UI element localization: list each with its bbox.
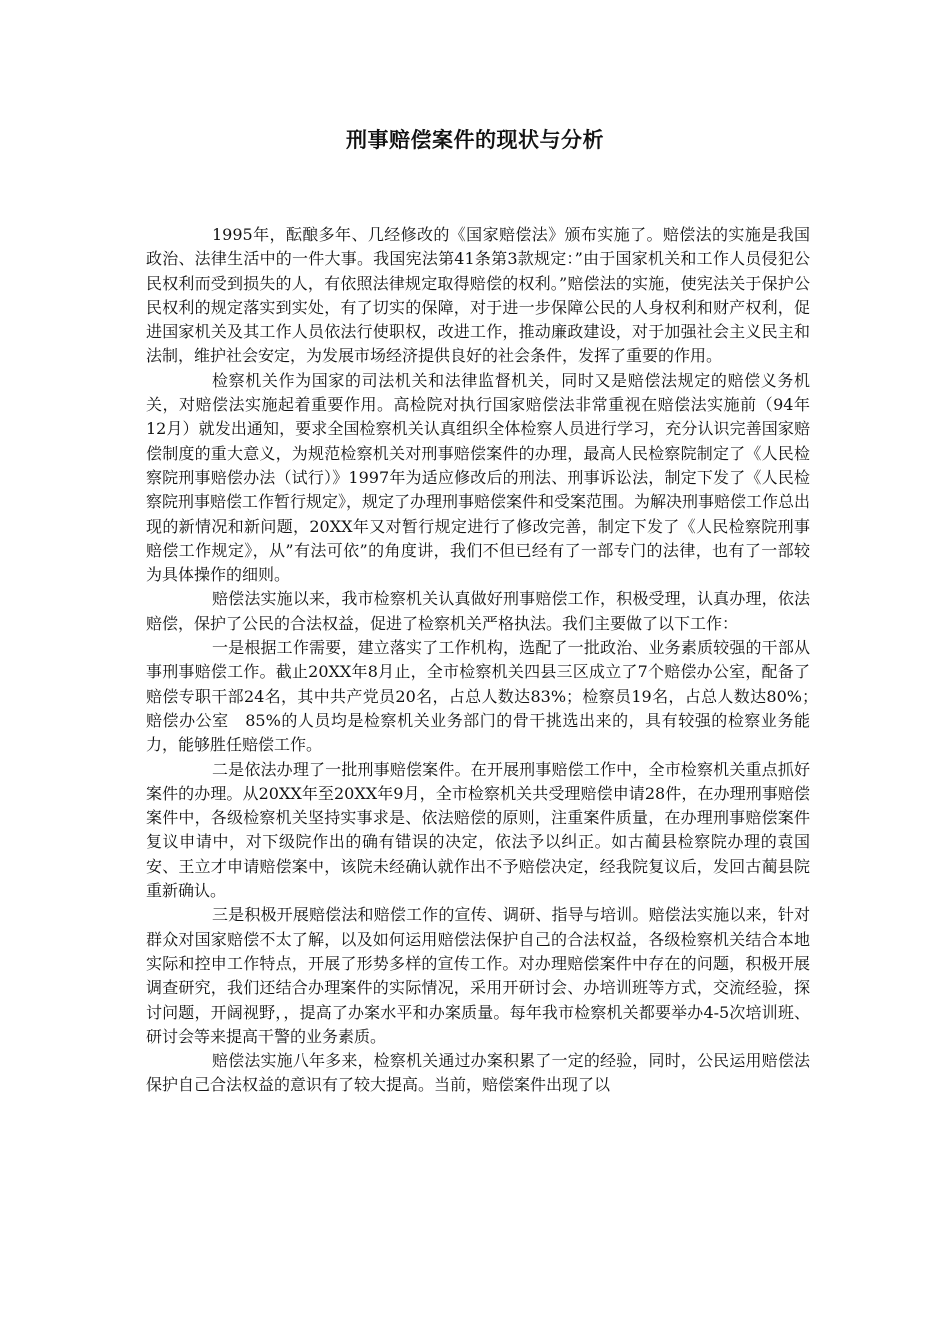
paragraph-4: 一是根据工作需要，建立落实了工作机构，选配了一批政治、业务素质较强的干部从事刑事赔偿工作。截止20XX年8月止，全市检察机关四县三区成立了7个赔偿办公室，配备了赔偿专职干部24名，其中共产党员20名，占总人数达83%；检察员19名，占总人数达80%； 赔偿办公室 85%的人员均是检察机关业务部门的骨干挑选出来的，具有较强的检察业务能力，能够胜任赔偿工作。 — [146, 638, 827, 755]
paragraph-5: 二是依法办理了一批刑事赔偿案件。在开展刑事赔偿工作中，全市检察机关重点抓好案件的办理。从20XX年至20XX年9月，全市检察机关共受理赔偿申请28件，在办理刑事赔偿案件中，各级检察机关坚持实事求是、依法赔偿的原则，注重案件质量，在办理刑事赔偿案件复议申请中，对下级院作出的确有错误的决定，依法予以纠正。如古蔺县检察院办理的袁国安、王立才申请赔偿案中，该院未经确认就作出不予赔偿决定，经我院复议后，发回古蔺县院重新确认。 — [146, 759, 810, 901]
paragraph-1: 1995年，酝酿多年、几经修改的《国家赔偿法》颁布实施了。赔偿法的实施是我国政治、法律生活中的一件大事。我国宪法第41条第3款规定：”由于国家机关和工作人员侵犯公民权利而受到损失的人，有依照法律规定取得赔偿的权利。”赔偿法的实施，使宪法关于保护公民权利的规定落实到实处，有了切实的保障，对于进一步保障公民的人身权利和财产权利，促进国家机关及其工作人员依法行使职权，改进工作，推动廉政建设，对于加强社会主义民主和法制，维护社会安定，为发展市场经济提供良好的社会条件，发挥了重要的作用。 — [146, 225, 810, 366]
paragraph-7: 赔偿法实施八年多来，检察机关通过办案积累了一定的经验，同时，公民运用赔偿法保护自己合法权益的意识有了较大提高。当前，赔偿案件出现了以 — [146, 1051, 810, 1095]
paragraph-6: 三是积极开展赔偿法和赔偿工作的宣传、调研、指导与培训。赔偿法实施以来，针对群众对国家赔偿不太了解，以及如何运用赔偿法保护自己的合法权益，各级检察机关结合本地实际和控申工作特点，开展了形势多样的宣传工作。对办理赔偿案件中存在的问题，积极开展调查研究，我们还结合办理案件的实际情况，采用开研讨会、办培训班等方式，交流经验，探讨问题，开阔视野，，提高了办案水平和办案质量。每年我市检察机关都要举办4-5次培训班、研讨会等来提高干警的业务素质。 — [146, 905, 810, 1046]
document-title: 刑事赔偿案件的现状与分析 — [346, 128, 604, 152]
document-body — [146, 223, 827, 1098]
paragraph-3: 赔偿法实施以来，我市检察机关认真做好刑事赔偿工作，积极受理，认真办理，依法赔偿，保护了公民的合法权益，促进了检察机关严格执法。我们主要做了以下工作： — [146, 589, 810, 633]
paragraph-2: 检察机关作为国家的司法机关和法律监督机关，同时又是赔偿法规定的赔偿义务机关，对赔偿法实施起着重要作用。高检院对执行国家赔偿法非常重视在赔偿法实施前（94年12月）就发出通知，要求全国检察机关认真组织全体检察人员进行学习，充分认识完善国家赔偿制度的重大意义，为规范检察机关对刑事赔偿案件的办理，最高人民检察院制定了《人民检察院刑事赔偿办法（试行）》1997年为适应修改后的刑法、刑事诉讼法，制定下发了《人民检察院刑事赔偿工作暂行规定》，规定了办理刑事赔偿案件和受案范围。为解决刑事赔偿工作总出现的新情况和新问题，20XX年又对暂行规定进行了修改完善，制定下发了《人民检察院刑事赔偿工作规定》，从”有法可依”的角度讲，我们不但已经有了一部专门的法律，也有了一部较为具体操作的细则。 — [146, 370, 811, 585]
